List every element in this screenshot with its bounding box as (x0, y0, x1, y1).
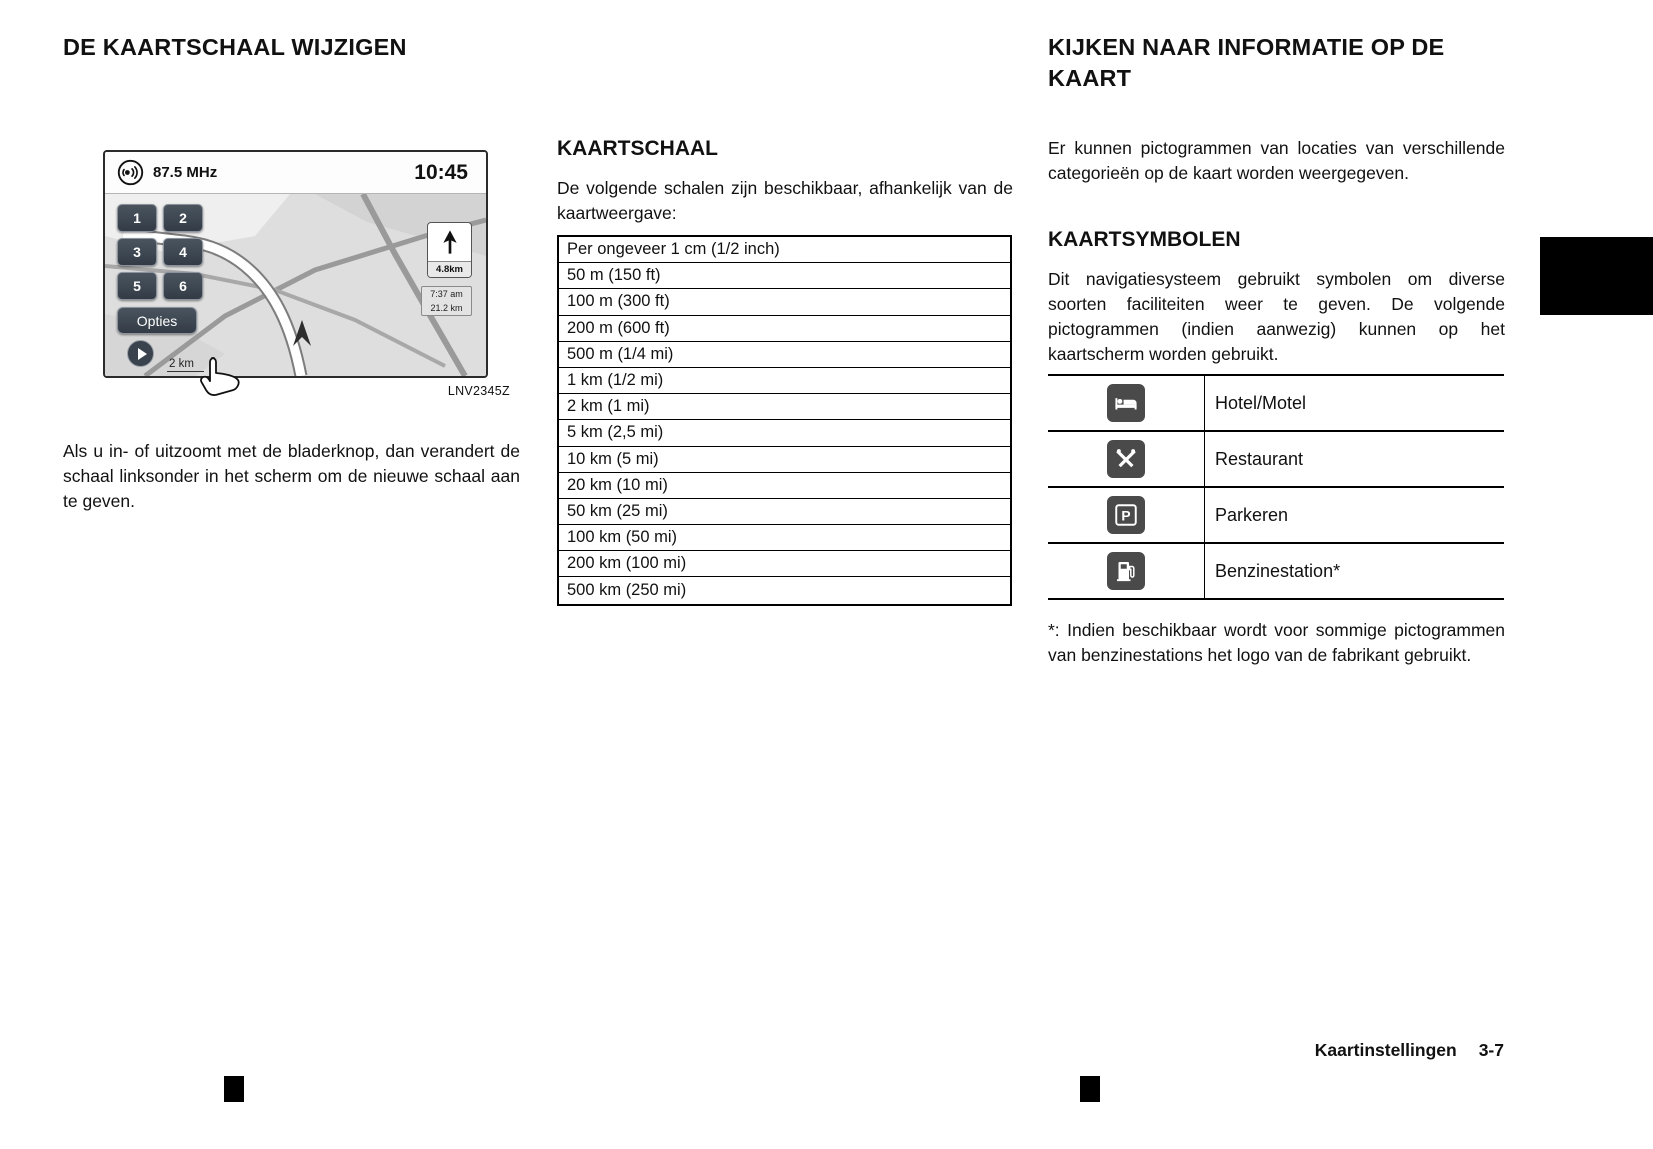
scale-row: 20 km (10 mi) (559, 473, 1010, 499)
scale-row: 10 km (5 mi) (559, 447, 1010, 473)
scale-row: 50 m (150 ft) (559, 263, 1010, 289)
footer-section-label: Kaartinstellingen (1314, 1040, 1457, 1060)
kaartschaal-intro: De volgende schalen zijn beschikbaar, afhankelijk van de kaartweergave: (557, 178, 1013, 223)
scale-row: Per ongeveer 1 cm (1/2 inch) (559, 237, 1010, 263)
eta-distance: 21.2 km (430, 303, 463, 313)
map-button-5: 5 (117, 272, 157, 300)
clock-display: 10:45 (414, 160, 468, 184)
play-icon (127, 340, 154, 367)
scale-row: 5 km (2,5 mi) (559, 420, 1010, 446)
hotel-motel-icon (1107, 384, 1145, 422)
map-scale-indicator: 2 km (167, 358, 204, 372)
page-footer (1048, 1040, 1504, 1061)
scale-row: 2 km (1 mi) (559, 394, 1010, 420)
map-button-3: 3 (117, 238, 157, 266)
scale-row: 200 m (600 ft) (559, 316, 1010, 342)
left-section-title: DE KAARTSCHAAL WIJZIGEN (63, 34, 407, 60)
scale-row: 100 km (50 mi) (559, 525, 1010, 551)
compass-distance: 4.8km (428, 261, 471, 277)
right-intro-text: Er kunnen pictogrammen van locaties van verschillende categorieën op de kaart worden weergegeven. (1048, 138, 1505, 183)
symbol-label: Restaurant (1215, 448, 1304, 469)
nav-screen-figure (103, 150, 488, 378)
scale-row: 100 m (300 ft) (559, 289, 1010, 315)
compass-indicator (427, 222, 472, 278)
left-body-text: Als u in- of uitzoomt met de bladerknop, dan verandert de schaal linksonder in het scherm om de nieuwe schaal aan te geven. (63, 441, 520, 511)
scale-row: 500 km (250 mi) (567, 581, 687, 600)
symbol-label: Benzinestation* (1215, 560, 1341, 581)
scale-row: 50 km (25 mi) (559, 499, 1010, 525)
map-button-6: 6 (163, 272, 203, 300)
symbols-footnote: *: Indien beschikbaar wordt voor sommige pictogrammen van benzinestations het logo van de fabrikant gebruikt. (1048, 620, 1505, 665)
svg-text:P: P (1121, 507, 1131, 524)
eta-time: 7:37 am (430, 289, 463, 299)
map-button-4: 4 (163, 238, 203, 266)
map-button-1: 1 (117, 204, 157, 232)
symbol-label: Hotel/Motel (1215, 392, 1307, 413)
fuel-station-icon (1107, 552, 1145, 590)
right-section-title: KIJKEN NAAR INFORMATIE OP DE KAART (1048, 34, 1445, 91)
radio-icon (117, 159, 144, 186)
kaartsymbolen-intro: Dit navigatiesysteem gebruikt symbolen om diverse soorten faciliteiten weer te geven. De volgende pictogrammen (indien aanwezig) kunnen op het kaartscherm worden gebruikt. (1048, 269, 1505, 364)
section-tab-marker (1540, 237, 1653, 315)
kaartsymbolen-heading: KAARTSYMBOLEN (1048, 228, 1241, 251)
figure-code: LNV2345Z (447, 384, 510, 398)
scale-row: 500 m (1/4 mi) (559, 342, 1010, 368)
north-arrow-icon (428, 223, 471, 261)
radio-frequency: 87.5 MHz (153, 164, 218, 181)
symbol-label: Parkeren (1215, 504, 1289, 525)
symbol-row (1048, 544, 1504, 600)
kaartschaal-heading: KAARTSCHAAL (557, 137, 718, 160)
restaurant-icon (1107, 440, 1145, 478)
footer-page-number: 3-7 (1478, 1040, 1504, 1060)
options-button: Opties (117, 307, 197, 334)
map-button-2: 2 (163, 204, 203, 232)
nav-screen-statusbar (105, 152, 486, 194)
symbol-row (1048, 376, 1504, 432)
parking-icon (1107, 496, 1145, 534)
symbol-row (1048, 432, 1504, 488)
scale-row: 1 km (1/2 mi) (559, 368, 1010, 394)
symbols-table (1048, 374, 1504, 600)
scale-table (557, 235, 1012, 606)
symbol-row (1048, 488, 1504, 544)
scale-row: 200 km (100 mi) (559, 551, 1010, 577)
print-mark (224, 1076, 244, 1102)
print-mark (1080, 1076, 1100, 1102)
eta-display (421, 286, 472, 316)
